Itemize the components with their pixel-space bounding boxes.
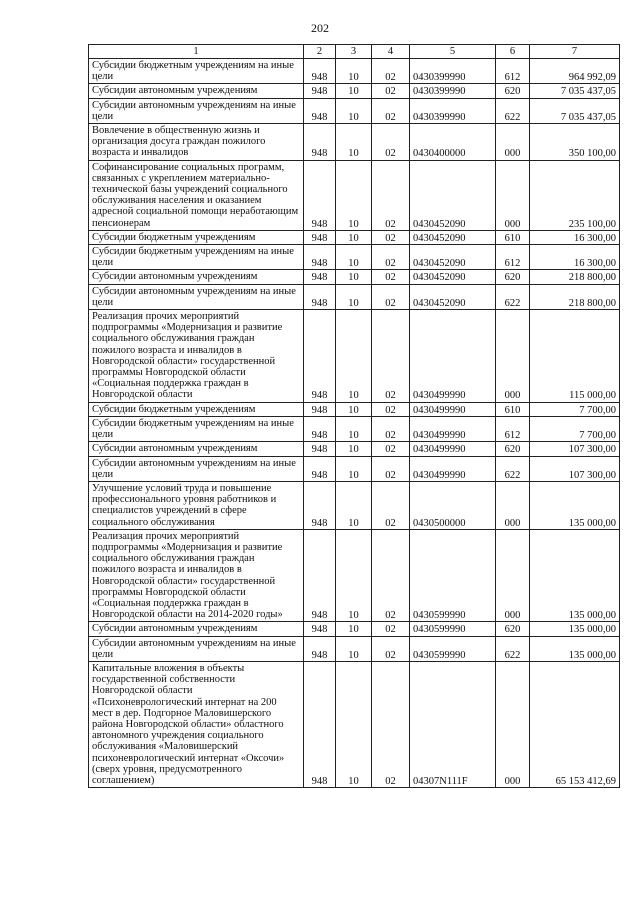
subsection-code-cell: 02 [372,270,410,284]
amount-cell: 7 035 437,05 [530,84,620,98]
target-article-code-cell: 0430499990 [410,442,496,456]
table-row [89,160,620,230]
section-code-cell: 10 [336,636,372,661]
expense-type-code-cell: 000 [496,160,530,230]
header-row [89,45,620,59]
section-code-cell: 10 [336,59,372,84]
amount-cell: 135 000,00 [530,622,620,636]
ministry-code-cell: 948 [304,84,336,98]
subsection-code-cell: 02 [372,456,410,481]
column-header: 1 [89,45,304,59]
expense-name-cell: Субсидии автономным учреждениям [89,622,304,636]
ministry-code-cell: 948 [304,59,336,84]
section-code-cell: 10 [336,442,372,456]
ministry-code-cell: 948 [304,481,336,529]
expense-type-code-cell: 620 [496,622,530,636]
expense-name-cell: Субсидии автономным учреждениям на иные цели [89,284,304,309]
expense-type-code-cell: 612 [496,59,530,84]
expense-type-code-cell: 620 [496,442,530,456]
expense-name-cell: Вовлечение в общественную жизнь и организация досуга граждан пожилого возраста и инвалидов [89,124,304,161]
expense-type-code-cell: 000 [496,310,530,403]
table-row [89,245,620,270]
ministry-code-cell: 948 [304,622,336,636]
subsection-code-cell: 02 [372,402,410,416]
expense-name-cell: Реализация прочих мероприятий подпрограммы «Модернизация и развитие социального обслуживания граждан пожилого возраста и инвалидов в Новгородской области» государственной программы Новгородской области «Социальная поддержка граждан в Новгородской области [89,310,304,403]
column-header: 4 [372,45,410,59]
expense-name-cell: Капитальные вложения в объекты государственной собственности Новгородской области «Психоневрологический интернат на 200 мест в дер. Подгорное Маловишерского района Новгородской области» областного автономного учреждения социального обслуживания «Маловишерский психоневрологический интернат «Оксочи» (сверх уровня, предусмотренного соглашением) [89,661,304,787]
target-article-code-cell: 0430399990 [410,98,496,123]
target-article-code-cell: 0430499990 [410,416,496,441]
column-header: 2 [304,45,336,59]
expense-name-cell: Субсидии автономным учреждениям [89,442,304,456]
section-code-cell: 10 [336,84,372,98]
expense-name-cell: Субсидии бюджетным учреждениям [89,230,304,244]
ministry-code-cell: 948 [304,160,336,230]
expense-name-cell: Улучшение условий труда и повышение профессионального уровня работников и специалистов учреждений в сфере социального обслуживания [89,481,304,529]
table-row [89,270,620,284]
target-article-code-cell: 0430599990 [410,529,496,622]
target-article-code-cell: 0430500000 [410,481,496,529]
column-header: 3 [336,45,372,59]
table-body [89,59,620,788]
subsection-code-cell: 02 [372,529,410,622]
ministry-code-cell: 948 [304,402,336,416]
target-article-code-cell: 0430599990 [410,622,496,636]
ministry-code-cell: 948 [304,270,336,284]
subsection-code-cell: 02 [372,661,410,787]
target-article-code-cell: 0430452090 [410,284,496,309]
table-row [89,622,620,636]
expense-name-cell: Субсидии бюджетным учреждениям на иные цели [89,59,304,84]
expense-name-cell: Субсидии автономным учреждениям на иные цели [89,456,304,481]
section-code-cell: 10 [336,402,372,416]
expense-name-cell: Реализация прочих мероприятий подпрограммы «Модернизация и развитие социального обслуживания граждан пожилого возраста и инвалидов в Новгородской области» государственной программы Новгородской области «Социальная поддержка граждан в Новгородской области на 2014-2020 годы» [89,529,304,622]
amount-cell: 135 000,00 [530,529,620,622]
table-row [89,416,620,441]
ministry-code-cell: 948 [304,416,336,441]
subsection-code-cell: 02 [372,636,410,661]
expense-type-code-cell: 000 [496,529,530,622]
subsection-code-cell: 02 [372,230,410,244]
target-article-code-cell: 0430452090 [410,270,496,284]
subsection-code-cell: 02 [372,310,410,403]
table-row [89,310,620,403]
ministry-code-cell: 948 [304,310,336,403]
subsection-code-cell: 02 [372,622,410,636]
section-code-cell: 10 [336,456,372,481]
expense-type-code-cell: 610 [496,230,530,244]
expense-type-code-cell: 622 [496,284,530,309]
ministry-code-cell: 948 [304,98,336,123]
table-row [89,230,620,244]
ministry-code-cell: 948 [304,284,336,309]
subsection-code-cell: 02 [372,416,410,441]
expense-name-cell: Субсидии автономным учреждениям [89,84,304,98]
amount-cell: 107 300,00 [530,456,620,481]
target-article-code-cell: 0430499990 [410,310,496,403]
section-code-cell: 10 [336,481,372,529]
ministry-code-cell: 948 [304,636,336,661]
table-row [89,124,620,161]
ministry-code-cell: 948 [304,245,336,270]
amount-cell: 135 000,00 [530,481,620,529]
section-code-cell: 10 [336,230,372,244]
amount-cell: 16 300,00 [530,245,620,270]
table-row [89,661,620,787]
section-code-cell: 10 [336,622,372,636]
amount-cell: 7 700,00 [530,416,620,441]
target-article-code-cell: 0430452090 [410,230,496,244]
expense-type-code-cell: 000 [496,124,530,161]
table-row [89,84,620,98]
expense-name-cell: Субсидии бюджетным учреждениям на иные цели [89,416,304,441]
target-article-code-cell: 0430499990 [410,402,496,416]
subsection-code-cell: 02 [372,59,410,84]
subsection-code-cell: 02 [372,124,410,161]
target-article-code-cell: 0430399990 [410,84,496,98]
table-row [89,284,620,309]
expense-type-code-cell: 000 [496,661,530,787]
page-number: 202 [311,21,329,35]
ministry-code-cell: 948 [304,456,336,481]
subsection-code-cell: 02 [372,98,410,123]
section-code-cell: 10 [336,284,372,309]
section-code-cell: 10 [336,416,372,441]
amount-cell: 16 300,00 [530,230,620,244]
amount-cell: 65 153 412,69 [530,661,620,787]
column-header: 5 [410,45,496,59]
target-article-code-cell: 0430452090 [410,245,496,270]
expense-name-cell: Субсидии автономным учреждениям на иные цели [89,98,304,123]
ministry-code-cell: 948 [304,529,336,622]
target-article-code-cell: 0430400000 [410,124,496,161]
ministry-code-cell: 948 [304,442,336,456]
ministry-code-cell: 948 [304,661,336,787]
section-code-cell: 10 [336,529,372,622]
expense-type-code-cell: 612 [496,416,530,441]
section-code-cell: 10 [336,270,372,284]
expense-type-code-cell: 622 [496,98,530,123]
column-header: 6 [496,45,530,59]
table-row [89,98,620,123]
budget-table [88,44,620,788]
expense-type-code-cell: 000 [496,481,530,529]
expense-type-code-cell: 620 [496,270,530,284]
amount-cell: 7 035 437,05 [530,98,620,123]
target-article-code-cell: 0430599990 [410,636,496,661]
table-row [89,529,620,622]
subsection-code-cell: 02 [372,160,410,230]
expense-type-code-cell: 622 [496,456,530,481]
section-code-cell: 10 [336,310,372,403]
subsection-code-cell: 02 [372,442,410,456]
subsection-code-cell: 02 [372,245,410,270]
subsection-code-cell: 02 [372,84,410,98]
amount-cell: 235 100,00 [530,160,620,230]
expense-type-code-cell: 622 [496,636,530,661]
amount-cell: 135 000,00 [530,636,620,661]
expense-name-cell: Субсидии автономным учреждениям на иные цели [89,636,304,661]
expense-type-code-cell: 620 [496,84,530,98]
amount-cell: 107 300,00 [530,442,620,456]
expense-type-code-cell: 610 [496,402,530,416]
expense-name-cell: Субсидии бюджетным учреждениям на иные цели [89,245,304,270]
target-article-code-cell: 0430399990 [410,59,496,84]
section-code-cell: 10 [336,160,372,230]
column-header: 7 [530,45,620,59]
amount-cell: 350 100,00 [530,124,620,161]
expense-name-cell: Субсидии автономным учреждениям [89,270,304,284]
amount-cell: 964 992,09 [530,59,620,84]
target-article-code-cell: 0430452090 [410,160,496,230]
expense-type-code-cell: 612 [496,245,530,270]
subsection-code-cell: 02 [372,284,410,309]
ministry-code-cell: 948 [304,230,336,244]
amount-cell: 115 000,00 [530,310,620,403]
subsection-code-cell: 02 [372,481,410,529]
expense-name-cell: Субсидии бюджетным учреждениям [89,402,304,416]
target-article-code-cell: 0430499990 [410,456,496,481]
section-code-cell: 10 [336,124,372,161]
section-code-cell: 10 [336,245,372,270]
amount-cell: 218 800,00 [530,284,620,309]
amount-cell: 218 800,00 [530,270,620,284]
section-code-cell: 10 [336,661,372,787]
table-row [89,442,620,456]
expense-name-cell: Софинансирование социальных программ, связанных с укреплением материально-технической базы учреждений социального обслуживания населения и оказанием адресной социальной помощи неработающим пенсионерам [89,160,304,230]
target-article-code-cell: 04307N111F [410,661,496,787]
amount-cell: 7 700,00 [530,402,620,416]
table-row [89,481,620,529]
table-row [89,59,620,84]
table-row [89,456,620,481]
table-row [89,636,620,661]
section-code-cell: 10 [336,98,372,123]
table-row [89,402,620,416]
ministry-code-cell: 948 [304,124,336,161]
